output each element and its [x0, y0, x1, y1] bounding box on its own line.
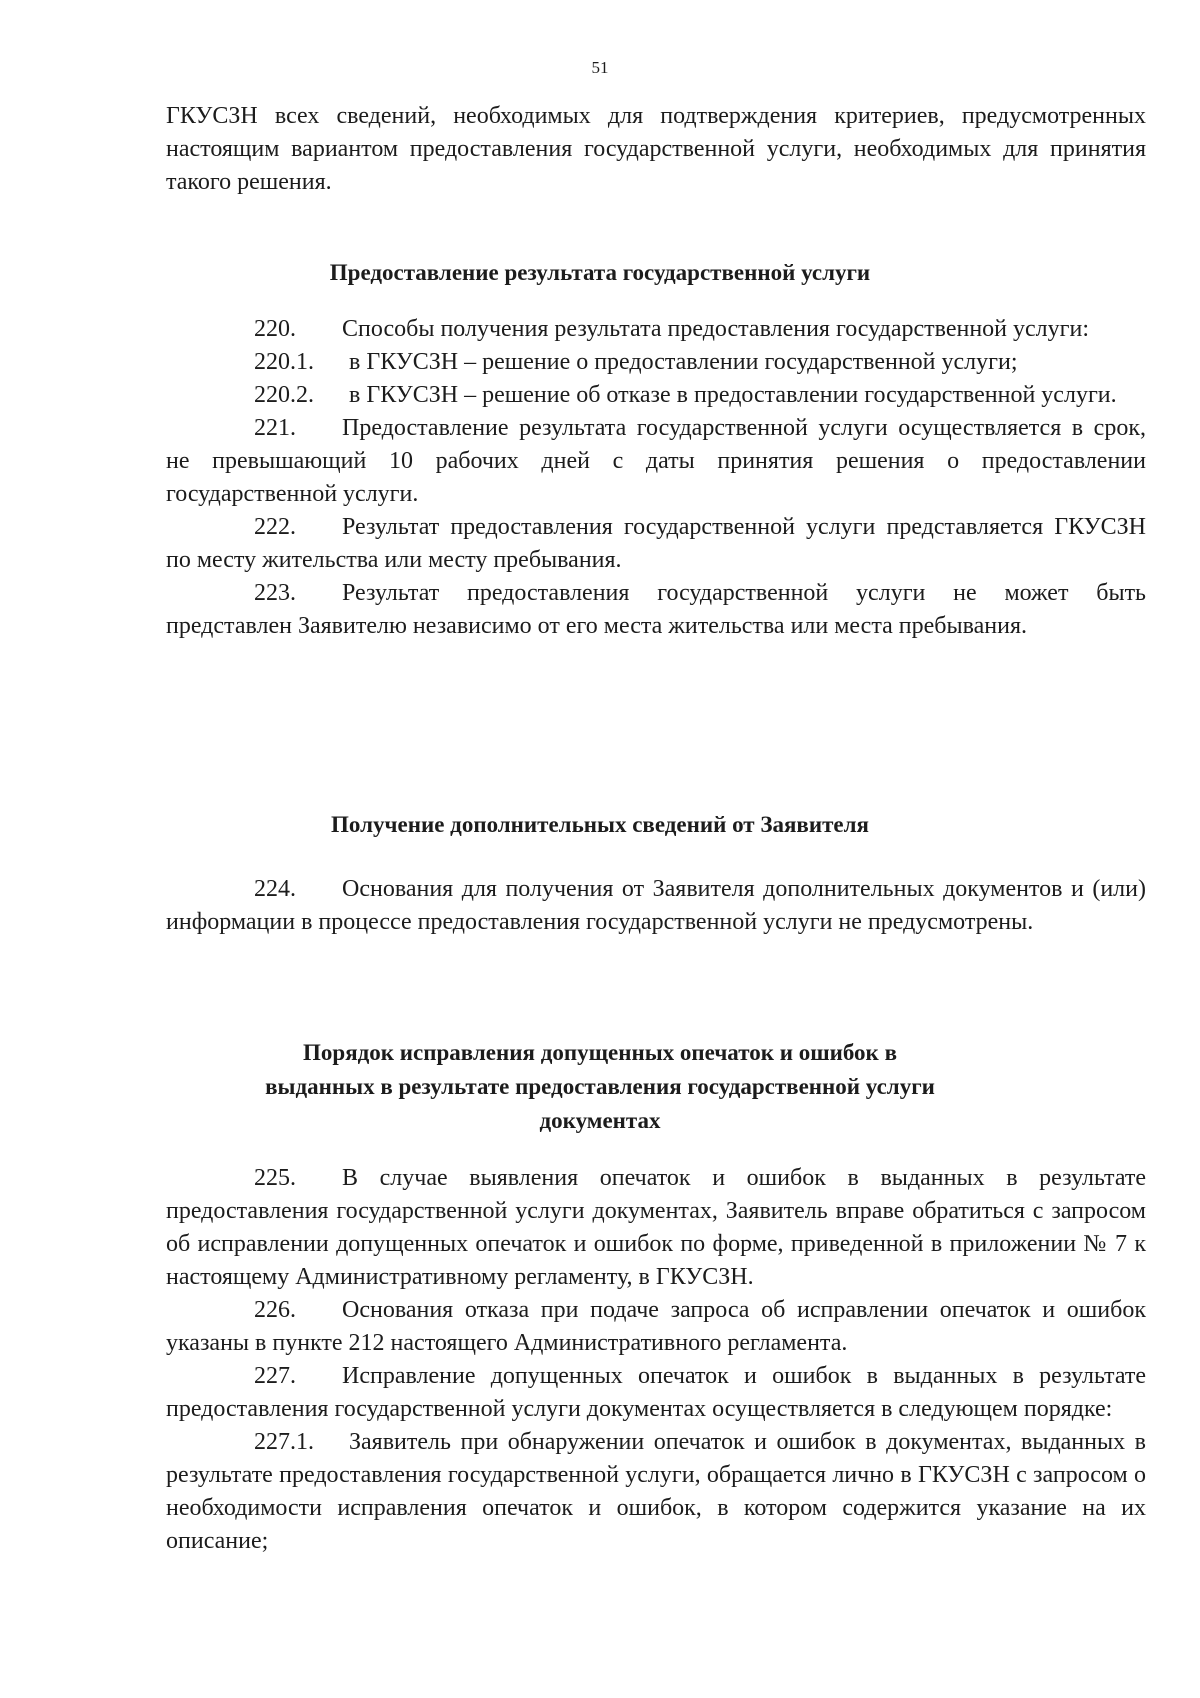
intro-section	[166, 100, 1146, 199]
item-number: 225.	[254, 1165, 296, 1191]
item-text: Способы получения результата предоставления государственной услуги:	[342, 316, 1089, 342]
item-227	[166, 1360, 1146, 1426]
item-226	[166, 1294, 1146, 1360]
item-number: 220.	[254, 316, 296, 342]
item-text: Заявитель при обнаружении опечаток и ошибок в документах, выданных в результате предоставления государственной услуги, обращается лично в ГКУСЗН с запросом о необходимости исправления опечаток и ошибок, в котором содержится указание на их описание;	[166, 1429, 1146, 1554]
item-number: 226.	[254, 1297, 296, 1323]
item-number: 227.	[254, 1363, 296, 1389]
item-220-2	[166, 379, 1146, 412]
item-number: 221.	[254, 415, 296, 441]
item-221	[166, 412, 1146, 511]
heading-line: документах	[539, 1108, 661, 1133]
section-heading-additional-info: Получение дополнительных сведений от Заявителя	[331, 812, 869, 837]
item-text: Исправление допущенных опечаток и ошибок в выданных в результате предоставления государственной услуги документах осуществляется в следующем порядке:	[166, 1363, 1146, 1422]
section-heading-result: Предоставление результата государственной услуги	[329, 260, 871, 285]
item-227-1	[166, 1426, 1146, 1558]
item-number: 227.1.	[254, 1429, 314, 1455]
item-number: 223.	[254, 580, 296, 606]
heading-line: Порядок исправления допущенных опечаток и ошибок в	[303, 1040, 897, 1065]
item-text: Основания для получения от Заявителя дополнительных документов и (или) информации в процессе предоставления государственной услуги не предусмотрены.	[166, 876, 1146, 935]
item-220	[166, 313, 1146, 346]
item-number: 220.1.	[254, 349, 314, 375]
item-text: Результат предоставления государственной услуги представляется ГКУСЗН по месту жительства или месту пребывания.	[166, 514, 1146, 573]
section-result-body	[166, 313, 1146, 643]
intro-paragraph: ГКУСЗН всех сведений, необходимых для подтверждения критериев, предусмотренных настоящим вариантом предоставления государственной услуги, необходимых для принятия такого решения.	[166, 103, 1146, 195]
item-number: 222.	[254, 514, 296, 540]
item-number: 224.	[254, 876, 296, 902]
item-number: 220.2.	[254, 382, 314, 408]
item-text: Результат предоставления государственной услуги не может быть представлен Заявителю независимо от его места жительства или места пребывания.	[166, 580, 1146, 639]
item-220-1	[166, 346, 1146, 379]
page-number: 51	[591, 58, 609, 77]
item-text: в ГКУСЗН – решение о предоставлении государственной услуги;	[349, 349, 1018, 375]
item-text: в ГКУСЗН – решение об отказе в предоставлении государственной услуги.	[349, 382, 1117, 408]
section-additional-info-body	[166, 873, 1146, 939]
section-corrections-body	[166, 1162, 1146, 1558]
item-225	[166, 1162, 1146, 1294]
item-223	[166, 577, 1146, 643]
item-text: В случае выявления опечаток и ошибок в выданных в результате предоставления государственной услуги документах, Заявитель вправе обратиться с запросом об исправлении допущенных опечаток и ошибок по форме, приведенной в приложении № 7 к настоящему Административному регламенту, в ГКУСЗН.	[166, 1165, 1146, 1290]
heading-line: выданных в результате предоставления государственной услуги	[265, 1074, 935, 1099]
item-224	[166, 873, 1146, 939]
item-text: Предоставление результата государственной услуги осуществляется в срок, не превышающий 10 рабочих дней с даты принятия решения о предоставлении государственной услуги.	[166, 415, 1146, 507]
item-222	[166, 511, 1146, 577]
section-heading-corrections	[0, 1036, 1200, 1138]
item-text: Основания отказа при подаче запроса об исправлении опечаток и ошибок указаны в пункте 212 настоящего Административного регламента.	[166, 1297, 1146, 1356]
